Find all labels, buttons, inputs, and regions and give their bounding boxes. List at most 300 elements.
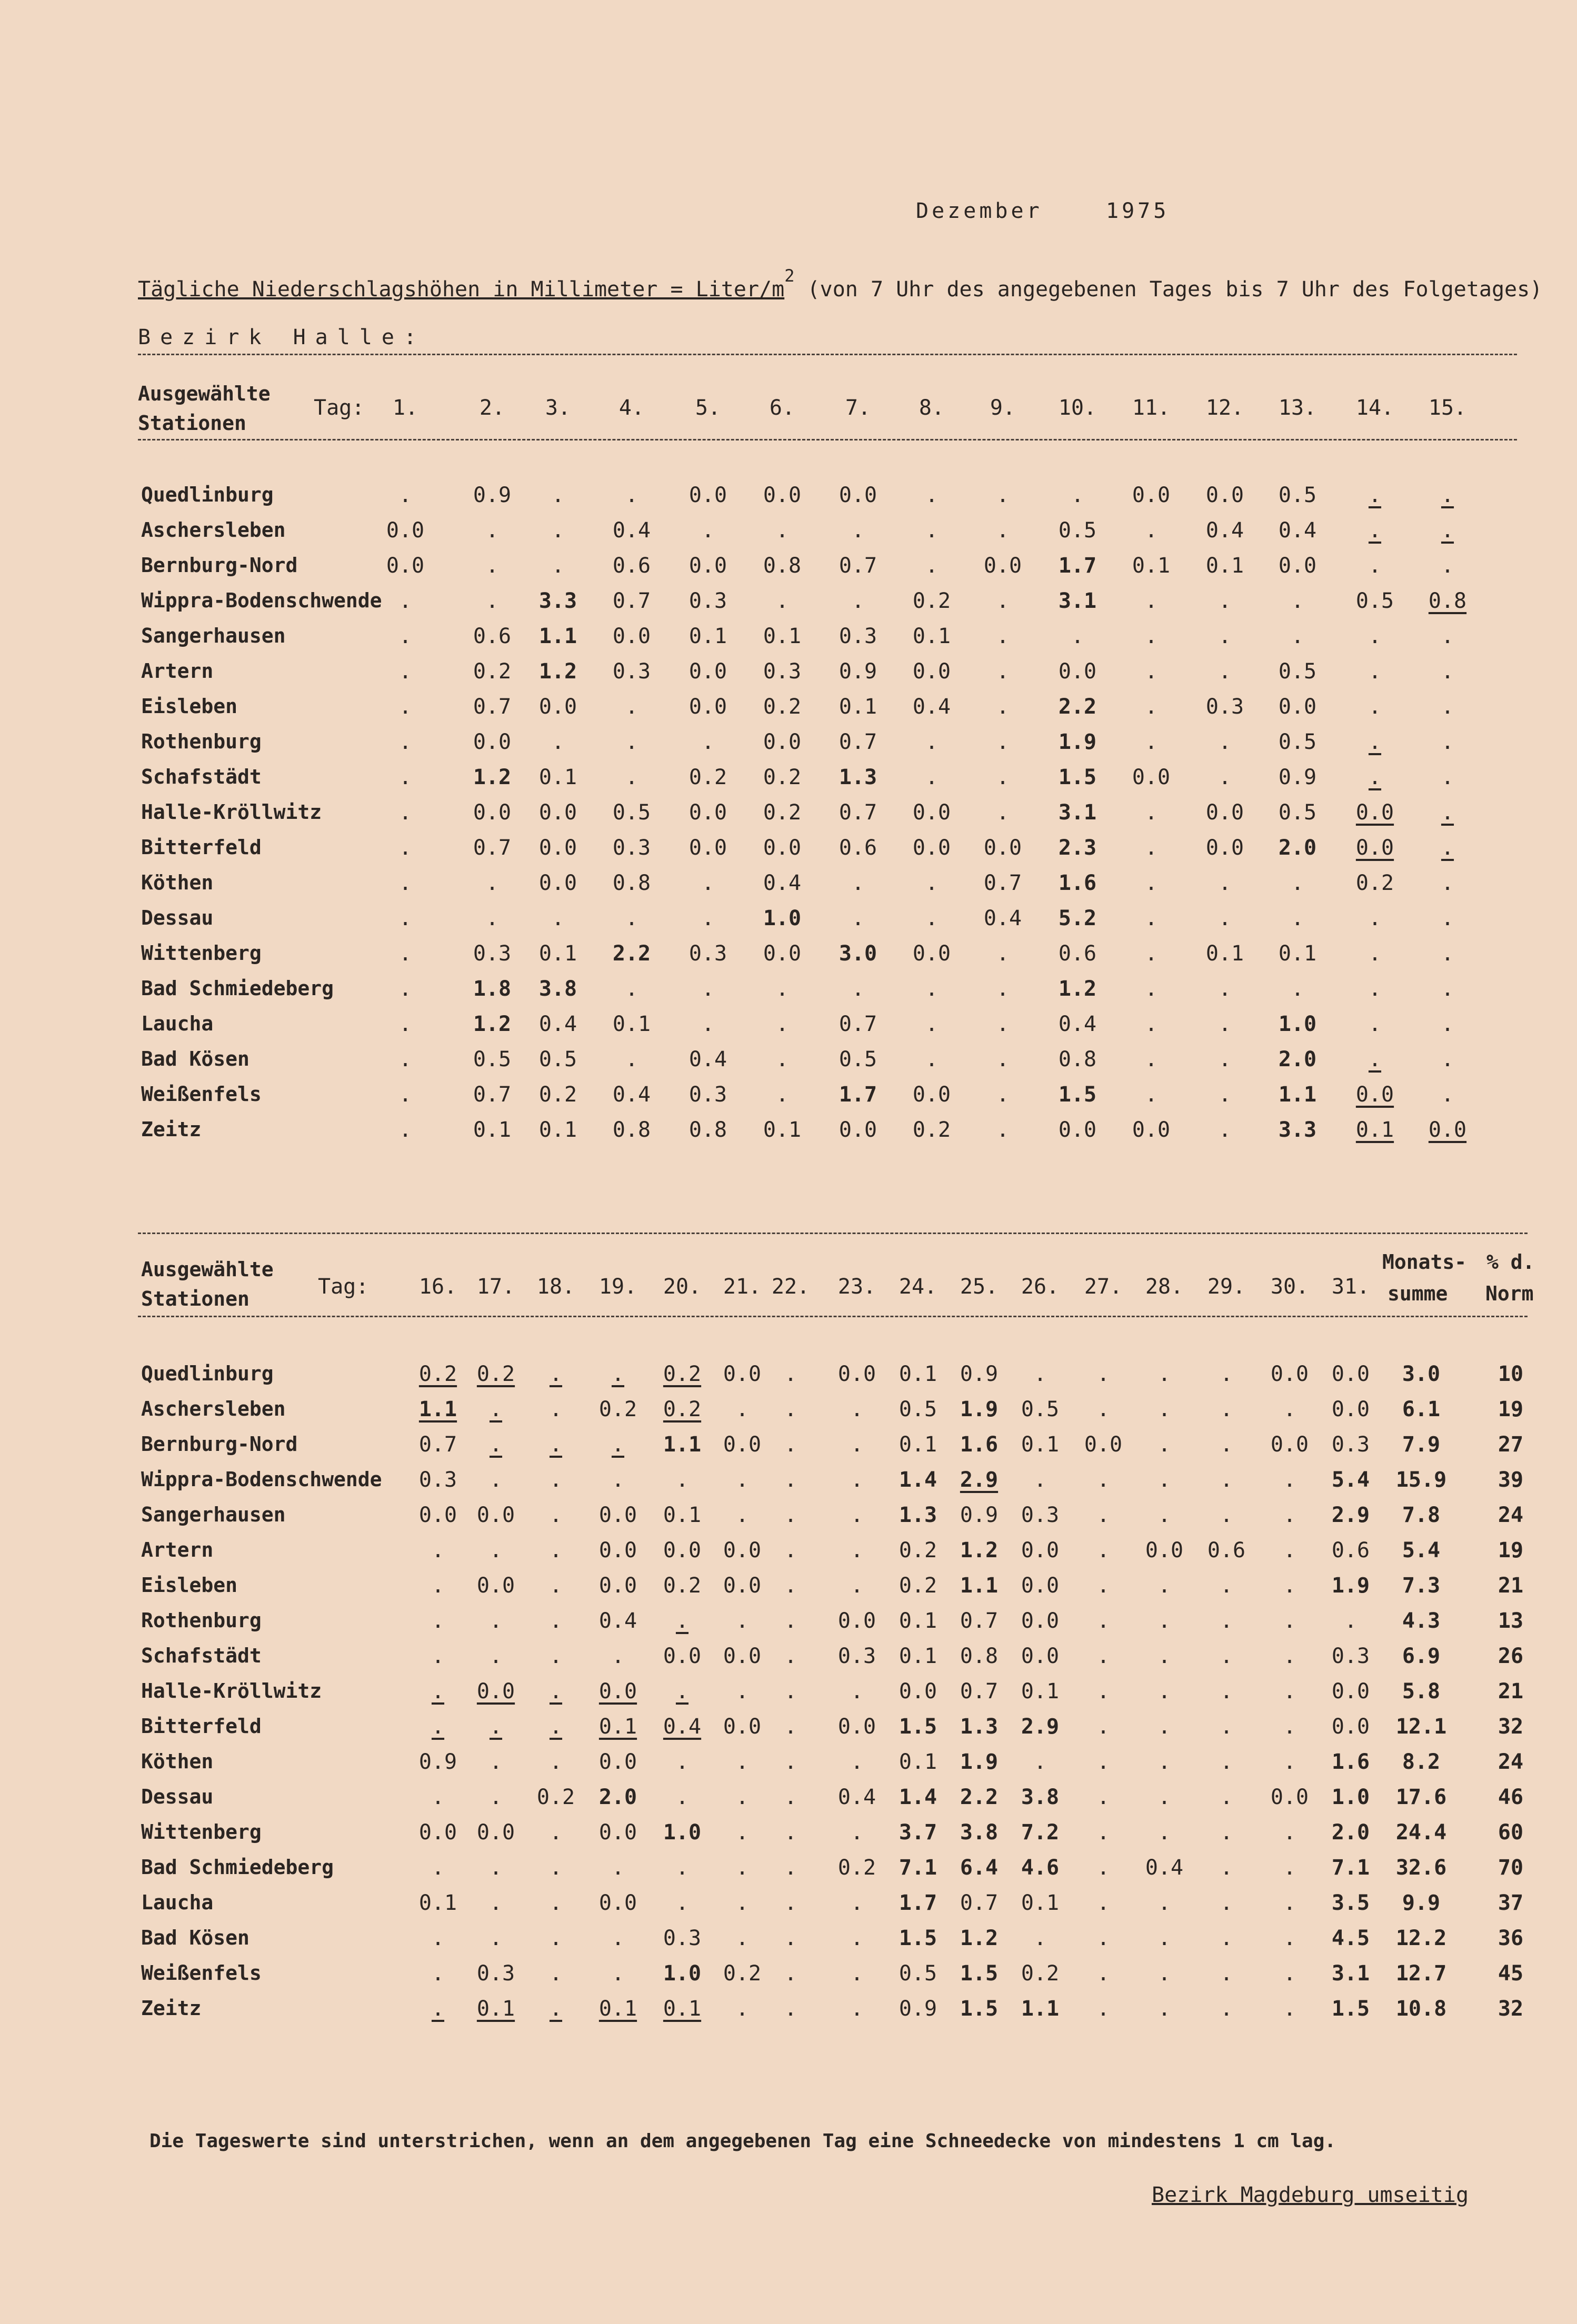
percent-norm-cell: 24 bbox=[1498, 1750, 1524, 1774]
precip-cell: . bbox=[784, 1856, 797, 1880]
precip-cell: 3.3 bbox=[1278, 1118, 1317, 1142]
station-name: Laucha bbox=[141, 1891, 214, 1914]
precip-cell: . bbox=[485, 589, 499, 613]
precip-cell: . bbox=[996, 1083, 1010, 1107]
precip-cell: 1.4 bbox=[899, 1785, 937, 1809]
table-row bbox=[0, 624, 1577, 656]
precip-cell: 0.7 bbox=[960, 1609, 999, 1633]
precip-cell: 0.5 bbox=[612, 800, 651, 825]
precip-cell: . bbox=[549, 1503, 563, 1527]
precip-cell: 0.2 bbox=[473, 659, 512, 684]
precip-cell: . bbox=[675, 1679, 689, 1704]
precip-cell: 1.2 bbox=[473, 765, 512, 789]
precip-cell: 0.1 bbox=[538, 765, 577, 789]
precip-cell: 0.0 bbox=[1205, 800, 1244, 825]
precip-cell: . bbox=[611, 1644, 625, 1668]
precip-cell: 0.9 bbox=[960, 1503, 999, 1527]
precip-cell: . bbox=[775, 589, 789, 613]
station-name: Zeitz bbox=[141, 1997, 202, 2020]
precip-cell: 0.0 bbox=[763, 483, 802, 507]
precip-cell: . bbox=[1291, 624, 1304, 648]
station-name: Halle-Kröllwitz bbox=[141, 800, 322, 824]
precip-cell: . bbox=[1368, 765, 1382, 789]
precip-cell: 0.0 bbox=[598, 1820, 637, 1845]
precip-cell: . bbox=[611, 1468, 625, 1492]
precip-cell: 0.2 bbox=[418, 1362, 457, 1386]
table-row bbox=[0, 1574, 1577, 1605]
tag-label: Tag: bbox=[314, 396, 365, 420]
precip-cell: . bbox=[1441, 836, 1454, 860]
table-row bbox=[0, 977, 1577, 1008]
precip-cell: 0.7 bbox=[839, 554, 877, 578]
precip-cell: . bbox=[1344, 1609, 1358, 1633]
precip-cell: 0.0 bbox=[538, 871, 577, 895]
precip-cell: . bbox=[1071, 483, 1084, 507]
precip-cell: . bbox=[1283, 1503, 1296, 1527]
precip-cell: 0.0 bbox=[1270, 1433, 1309, 1457]
precip-cell: . bbox=[996, 518, 1010, 543]
precip-cell: 0.1 bbox=[763, 624, 802, 648]
precip-cell: 0.0 bbox=[837, 1715, 876, 1739]
precip-cell: . bbox=[775, 1012, 789, 1036]
precip-cell: 2.3 bbox=[1058, 836, 1097, 860]
precip-cell: 0.1 bbox=[912, 624, 951, 648]
precip-cell: 0.0 bbox=[473, 800, 512, 825]
table-row bbox=[0, 1362, 1577, 1394]
percent-norm-cell: 37 bbox=[1498, 1891, 1524, 1915]
precip-cell: 0.0 bbox=[723, 1574, 762, 1598]
precip-cell: 1.0 bbox=[1278, 1012, 1317, 1036]
precip-cell: . bbox=[735, 1856, 749, 1880]
precip-cell: 0.0 bbox=[1428, 1118, 1467, 1142]
precip-cell: . bbox=[549, 1750, 563, 1774]
precip-cell: . bbox=[1220, 1433, 1233, 1457]
precip-cell: 0.1 bbox=[538, 1118, 577, 1142]
precip-cell: 0.2 bbox=[536, 1785, 575, 1809]
precip-cell: . bbox=[549, 1433, 563, 1457]
precip-cell: . bbox=[1220, 1820, 1233, 1845]
precip-cell: . bbox=[850, 1397, 864, 1421]
precip-cell: 0.1 bbox=[538, 941, 577, 966]
precip-cell: . bbox=[1218, 730, 1232, 754]
precip-cell: . bbox=[784, 1538, 797, 1562]
precip-cell: . bbox=[996, 765, 1010, 789]
subtitle-superscript: 2 bbox=[784, 266, 795, 286]
precip-cell: . bbox=[1220, 1574, 1233, 1598]
station-name: Wippra-Bodenschwende bbox=[141, 1468, 382, 1491]
precip-cell: . bbox=[1368, 659, 1382, 684]
precip-cell: 0.1 bbox=[1021, 1891, 1060, 1915]
precip-cell: 0.1 bbox=[663, 1503, 702, 1527]
station-name: Aschersleben bbox=[141, 518, 286, 542]
precip-cell: . bbox=[1283, 1644, 1296, 1668]
precip-cell: . bbox=[1291, 871, 1304, 895]
table-row bbox=[0, 1856, 1577, 1887]
precip-cell: 0.1 bbox=[1205, 941, 1244, 966]
precip-cell: 0.3 bbox=[1331, 1644, 1370, 1668]
precip-cell: . bbox=[625, 1047, 638, 1071]
precip-cell: 0.7 bbox=[983, 871, 1022, 895]
precip-cell: . bbox=[784, 1891, 797, 1915]
precip-cell: 0.0 bbox=[1331, 1679, 1370, 1704]
precip-cell: . bbox=[431, 1574, 445, 1598]
precip-cell: 1.1 bbox=[538, 624, 577, 648]
day-header: 18. bbox=[536, 1275, 575, 1299]
precip-cell: 3.8 bbox=[1021, 1785, 1060, 1809]
precip-cell: 1.1 bbox=[1278, 1083, 1317, 1107]
precip-cell: . bbox=[784, 1785, 797, 1809]
precip-cell: 0.0 bbox=[1084, 1433, 1123, 1457]
table-row bbox=[0, 1538, 1577, 1570]
precip-cell: 0.8 bbox=[612, 1118, 651, 1142]
precip-cell: 0.5 bbox=[1278, 483, 1317, 507]
divider bbox=[138, 439, 1517, 440]
precip-cell: . bbox=[1157, 1715, 1171, 1739]
precip-cell: 2.0 bbox=[1331, 1820, 1370, 1845]
station-name: Zeitz bbox=[141, 1118, 202, 1141]
precip-cell: . bbox=[996, 941, 1010, 966]
precip-cell: . bbox=[489, 1644, 503, 1668]
precip-cell: 1.2 bbox=[960, 1926, 999, 1950]
precip-cell: . bbox=[549, 1397, 563, 1421]
precip-cell: 0.0 bbox=[1021, 1609, 1060, 1633]
precip-cell: 0.0 bbox=[763, 730, 802, 754]
station-name: Rothenburg bbox=[141, 1609, 262, 1632]
precip-cell: . bbox=[1157, 1433, 1171, 1457]
precip-cell: . bbox=[611, 1362, 625, 1386]
precip-cell: . bbox=[675, 1891, 689, 1915]
monthly-sum-cell: 5.4 bbox=[1402, 1538, 1441, 1562]
station-name: Laucha bbox=[141, 1012, 214, 1035]
precip-cell: . bbox=[489, 1433, 503, 1457]
precip-cell: 0.2 bbox=[763, 695, 802, 719]
precip-cell: . bbox=[1368, 941, 1382, 966]
precip-cell: 0.0 bbox=[1132, 483, 1171, 507]
precip-cell: 2.2 bbox=[960, 1785, 999, 1809]
precip-cell: 0.1 bbox=[663, 1997, 702, 2021]
precip-cell: 0.1 bbox=[688, 624, 727, 648]
precip-cell: 0.5 bbox=[1021, 1397, 1060, 1421]
precip-cell: . bbox=[1144, 836, 1158, 860]
precip-cell: . bbox=[851, 518, 865, 543]
precip-cell: . bbox=[675, 1609, 689, 1633]
day-header: 26. bbox=[1021, 1275, 1060, 1299]
precip-cell: . bbox=[398, 695, 412, 719]
day-header: 24. bbox=[899, 1275, 937, 1299]
precip-cell: . bbox=[1218, 1047, 1232, 1071]
station-name: Halle-Kröllwitz bbox=[141, 1679, 322, 1702]
stations-header-line1: Ausgewählte bbox=[138, 382, 271, 405]
precip-cell: 0.1 bbox=[1021, 1679, 1060, 1704]
table-row bbox=[0, 1820, 1577, 1852]
precip-cell: 3.1 bbox=[1058, 589, 1097, 613]
precip-cell: 0.0 bbox=[476, 1820, 515, 1845]
precip-cell: . bbox=[1157, 1785, 1171, 1809]
station-name: Rothenburg bbox=[141, 730, 262, 753]
table-row bbox=[0, 941, 1577, 973]
precip-cell: 2.0 bbox=[1278, 836, 1317, 860]
precip-cell: . bbox=[549, 1362, 563, 1386]
precip-cell: 0.9 bbox=[899, 1997, 937, 2021]
precip-cell: . bbox=[398, 730, 412, 754]
precip-cell: . bbox=[1144, 695, 1158, 719]
station-name: Sangerhausen bbox=[141, 1503, 286, 1526]
precip-cell: 0.1 bbox=[1205, 554, 1244, 578]
precip-cell: . bbox=[1096, 1715, 1110, 1739]
precip-cell: . bbox=[489, 1609, 503, 1633]
precip-cell: 0.0 bbox=[688, 836, 727, 860]
precip-cell: . bbox=[1441, 765, 1454, 789]
precip-cell: . bbox=[1368, 730, 1382, 754]
precip-cell: . bbox=[1096, 1538, 1110, 1562]
precip-cell: . bbox=[784, 1644, 797, 1668]
precip-cell: . bbox=[625, 730, 638, 754]
table-row bbox=[0, 1644, 1577, 1676]
precip-cell: 4.6 bbox=[1021, 1856, 1060, 1880]
precip-cell: 1.4 bbox=[899, 1468, 937, 1492]
precip-cell: 5.4 bbox=[1331, 1468, 1370, 1492]
precip-cell: 0.1 bbox=[1355, 1118, 1394, 1142]
table-row bbox=[0, 765, 1577, 797]
precip-cell: . bbox=[851, 871, 865, 895]
monthly-sum-cell: 32.6 bbox=[1395, 1856, 1447, 1880]
precip-cell: . bbox=[1144, 1012, 1158, 1036]
precip-cell: . bbox=[1283, 1468, 1296, 1492]
precip-cell: 0.6 bbox=[612, 554, 651, 578]
precip-cell: 0.6 bbox=[1207, 1538, 1246, 1562]
precip-cell: . bbox=[1096, 1362, 1110, 1386]
station-name: Weißenfels bbox=[141, 1961, 262, 1985]
precip-cell: . bbox=[1368, 624, 1382, 648]
monthly-sum-cell: 7.8 bbox=[1402, 1503, 1441, 1527]
precip-cell: . bbox=[431, 1785, 445, 1809]
percent-norm-cell: 36 bbox=[1498, 1926, 1524, 1950]
precip-cell: . bbox=[701, 1012, 715, 1036]
precip-cell: 0.0 bbox=[723, 1433, 762, 1457]
precip-cell: 0.9 bbox=[839, 659, 877, 684]
monthly-sum-cell: 8.2 bbox=[1402, 1750, 1441, 1774]
precip-cell: 6.4 bbox=[960, 1856, 999, 1880]
precip-cell: . bbox=[675, 1856, 689, 1880]
day-header: 3. bbox=[545, 396, 571, 420]
precip-cell: . bbox=[1218, 977, 1232, 1001]
precip-cell: 0.1 bbox=[1132, 554, 1171, 578]
percent-norm-cell: 27 bbox=[1498, 1433, 1524, 1457]
precip-cell: . bbox=[549, 1609, 563, 1633]
precip-cell: 0.5 bbox=[899, 1397, 937, 1421]
percent-norm-cell: 21 bbox=[1498, 1679, 1524, 1704]
precip-cell: . bbox=[1157, 1609, 1171, 1633]
precip-cell: . bbox=[431, 1538, 445, 1562]
precip-cell: 1.6 bbox=[960, 1433, 999, 1457]
precip-cell: . bbox=[925, 483, 939, 507]
precip-cell: . bbox=[1220, 1785, 1233, 1809]
precip-cell: 2.9 bbox=[1021, 1715, 1060, 1739]
precip-cell: . bbox=[551, 730, 565, 754]
precip-cell: . bbox=[675, 1750, 689, 1774]
day-header: 28. bbox=[1145, 1275, 1184, 1299]
precip-cell: . bbox=[1283, 1397, 1296, 1421]
precip-cell: . bbox=[398, 800, 412, 825]
precip-cell: 0.8 bbox=[612, 871, 651, 895]
precip-cell: 0.0 bbox=[839, 483, 877, 507]
stations-header-line2: Stationen bbox=[138, 412, 246, 435]
station-name: Wippra-Bodenschwende bbox=[141, 589, 382, 612]
precip-cell: . bbox=[996, 800, 1010, 825]
precip-cell: . bbox=[398, 871, 412, 895]
table-row bbox=[0, 1397, 1577, 1429]
percent-norm-cell: 24 bbox=[1498, 1503, 1524, 1527]
precip-cell: 1.5 bbox=[1331, 1997, 1370, 2021]
divider bbox=[138, 354, 1517, 355]
table-row bbox=[0, 730, 1577, 762]
day-header: 6. bbox=[769, 396, 795, 420]
precip-cell: . bbox=[925, 906, 939, 930]
precip-cell: 0.4 bbox=[538, 1012, 577, 1036]
precip-cell: 0.7 bbox=[473, 836, 512, 860]
precip-cell: 0.6 bbox=[1058, 941, 1097, 966]
precip-cell: 0.8 bbox=[688, 1118, 727, 1142]
percent-norm-cell: 13 bbox=[1498, 1609, 1524, 1633]
day-header: 20. bbox=[663, 1275, 702, 1299]
table-row bbox=[0, 1012, 1577, 1044]
precip-cell: 0.0 bbox=[1331, 1362, 1370, 1386]
precip-cell: 0.0 bbox=[663, 1538, 702, 1562]
precip-cell: 0.7 bbox=[960, 1679, 999, 1704]
precip-cell: 1.0 bbox=[1331, 1785, 1370, 1809]
precip-cell: 0.5 bbox=[1278, 659, 1317, 684]
precip-cell: 0.4 bbox=[1145, 1856, 1184, 1880]
precip-cell: 0.8 bbox=[1428, 589, 1467, 613]
precip-cell: 2.9 bbox=[960, 1468, 999, 1492]
station-name: Eisleben bbox=[141, 1574, 238, 1597]
precip-cell: 0.3 bbox=[763, 659, 802, 684]
precip-cell: . bbox=[1441, 800, 1454, 825]
precip-cell: 0.3 bbox=[1021, 1503, 1060, 1527]
precip-cell: . bbox=[784, 1750, 797, 1774]
precip-cell: 0.1 bbox=[473, 1118, 512, 1142]
precip-cell: . bbox=[398, 1047, 412, 1071]
precip-cell: . bbox=[625, 483, 638, 507]
precip-cell: . bbox=[1368, 906, 1382, 930]
precip-cell: 3.8 bbox=[960, 1820, 999, 1845]
precip-cell: . bbox=[851, 589, 865, 613]
table-row bbox=[0, 1997, 1577, 2028]
station-name: Schafstädt bbox=[141, 1644, 262, 1667]
precip-cell: . bbox=[925, 977, 939, 1001]
precip-cell: 1.7 bbox=[899, 1891, 937, 1915]
precip-cell: . bbox=[549, 1574, 563, 1598]
precip-cell: . bbox=[735, 1679, 749, 1704]
monthly-sum-cell: 3.0 bbox=[1402, 1362, 1441, 1386]
precip-cell: . bbox=[784, 1961, 797, 1986]
precip-cell: 1.5 bbox=[960, 1961, 999, 1986]
precip-cell: . bbox=[1144, 659, 1158, 684]
precip-cell: . bbox=[431, 1856, 445, 1880]
day-header: 22. bbox=[771, 1275, 810, 1299]
precip-cell: . bbox=[675, 1785, 689, 1809]
precip-cell: 0.0 bbox=[763, 941, 802, 966]
precip-cell: . bbox=[1291, 906, 1304, 930]
precip-cell: . bbox=[625, 695, 638, 719]
precip-cell: . bbox=[1283, 1574, 1296, 1598]
precip-cell: . bbox=[489, 1715, 503, 1739]
table-row bbox=[0, 1047, 1577, 1079]
table-row bbox=[0, 1750, 1577, 1781]
precip-cell: 0.3 bbox=[473, 941, 512, 966]
precip-cell: . bbox=[925, 871, 939, 895]
precip-cell: 0.7 bbox=[473, 1083, 512, 1107]
precip-cell: 0.7 bbox=[839, 800, 877, 825]
precip-cell: . bbox=[611, 1856, 625, 1880]
precip-cell: . bbox=[431, 1961, 445, 1986]
station-name: Bernburg-Nord bbox=[141, 1433, 298, 1456]
precip-cell: 1.2 bbox=[538, 659, 577, 684]
precip-cell: 0.6 bbox=[1331, 1538, 1370, 1562]
precip-cell: . bbox=[398, 659, 412, 684]
monthly-sum-cell: 7.9 bbox=[1402, 1433, 1441, 1457]
precip-cell: . bbox=[489, 1397, 503, 1421]
precip-cell: 3.7 bbox=[899, 1820, 937, 1845]
precip-cell: 1.1 bbox=[960, 1574, 999, 1598]
percent-norm-cell: 19 bbox=[1498, 1538, 1524, 1562]
precip-cell: . bbox=[1144, 906, 1158, 930]
precip-cell: . bbox=[1283, 1750, 1296, 1774]
precip-cell: 0.7 bbox=[418, 1433, 457, 1457]
precip-cell: . bbox=[996, 695, 1010, 719]
precip-cell: 0.0 bbox=[837, 1362, 876, 1386]
precip-cell: . bbox=[485, 554, 499, 578]
precip-cell: 0.5 bbox=[899, 1961, 937, 1986]
precip-cell: 0.0 bbox=[688, 554, 727, 578]
precip-cell: 0.0 bbox=[538, 836, 577, 860]
station-name: Bitterfeld bbox=[141, 1715, 262, 1738]
precip-cell: . bbox=[489, 1856, 503, 1880]
precip-cell: 3.8 bbox=[538, 977, 577, 1001]
precip-cell: . bbox=[996, 624, 1010, 648]
precip-cell: 0.2 bbox=[688, 765, 727, 789]
precip-cell: 0.0 bbox=[386, 554, 425, 578]
precip-cell: 0.3 bbox=[837, 1644, 876, 1668]
precip-cell: . bbox=[549, 1679, 563, 1704]
subtitle-main: Tägliche Niederschlagshöhen in Millimeter = Liter/m bbox=[138, 277, 785, 302]
precip-cell: 0.1 bbox=[418, 1891, 457, 1915]
precip-cell: 0.4 bbox=[837, 1785, 876, 1809]
stations-header-line2: Stationen bbox=[141, 1287, 249, 1310]
precip-cell: . bbox=[996, 730, 1010, 754]
precip-cell: . bbox=[398, 765, 412, 789]
precip-cell: 0.0 bbox=[912, 941, 951, 966]
station-name: Wittenberg bbox=[141, 941, 262, 965]
precip-cell: . bbox=[1144, 941, 1158, 966]
station-name: Bad Kösen bbox=[141, 1047, 249, 1070]
precip-cell: . bbox=[489, 1468, 503, 1492]
precip-cell: 0.0 bbox=[598, 1750, 637, 1774]
day-header: 5. bbox=[695, 396, 721, 420]
precip-cell: . bbox=[1368, 518, 1382, 543]
precip-cell: . bbox=[398, 977, 412, 1001]
precip-cell: 0.2 bbox=[598, 1397, 637, 1421]
day-header: 8. bbox=[919, 396, 945, 420]
precip-cell: . bbox=[611, 1926, 625, 1950]
table-row bbox=[0, 1715, 1577, 1746]
precip-cell: 1.9 bbox=[1331, 1574, 1370, 1598]
precip-cell: . bbox=[775, 1083, 789, 1107]
station-name: Artern bbox=[141, 1538, 214, 1561]
percent-norm-cell: 10 bbox=[1498, 1362, 1524, 1386]
stations-header bbox=[141, 1255, 274, 1314]
precip-cell: 0.7 bbox=[473, 695, 512, 719]
